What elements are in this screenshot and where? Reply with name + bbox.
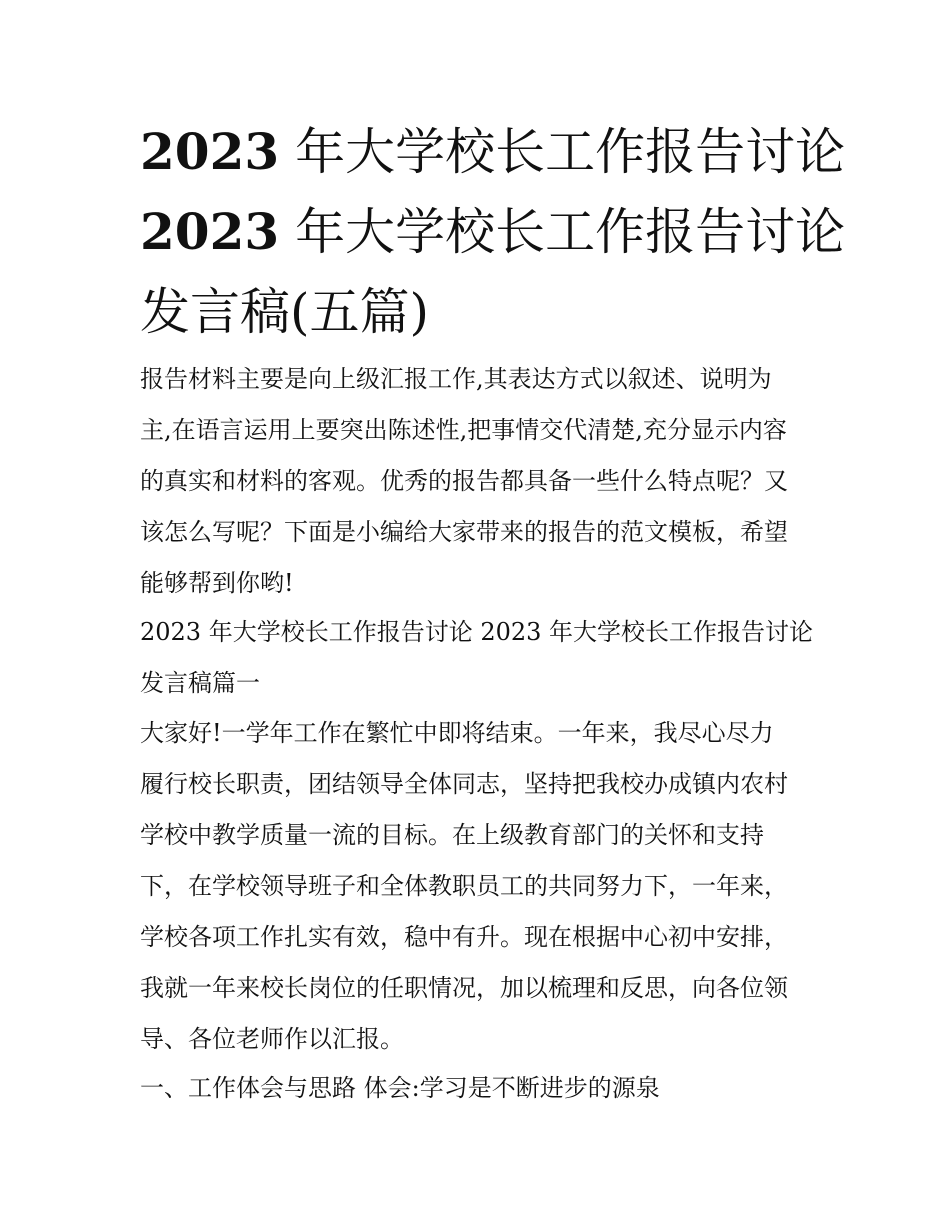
section-heading-line: 发言稿篇一 [140, 669, 260, 697]
title-year-1: 2023 [140, 122, 280, 181]
title-text-2: 年大学校长工作报告讨论 [295, 203, 846, 261]
greeting-line: 导、各位老师作以汇报。 [140, 1025, 404, 1053]
title-text-1: 年大学校长工作报告讨论 [295, 123, 846, 181]
greeting-line: 我就一年来校长岗位的任职情况，加以梳理和反思，向各位领 [140, 974, 788, 1002]
intro-line: 报告材料主要是向上级汇报工作,其表达方式以叙述、说明为 [140, 365, 772, 393]
subsection-heading-line: 一、工作体会与思路 体会:学习是不断进步的源泉 [140, 1074, 660, 1102]
intro-line: 主,在语言运用上要突出陈述性,把事情交代清楚,充分显示内容 [140, 416, 787, 444]
title-line-1 [140, 112, 846, 192]
title-line-3: 发言稿(五篇) [140, 283, 430, 341]
greeting-line: 学校中教学质量一流的目标。在上级教育部门的关怀和支持 [140, 821, 764, 849]
intro-line: 能够帮到你哟! [140, 569, 294, 597]
title-year-2: 2023 [140, 202, 280, 261]
section-heading-line: 2023 年大学校长工作报告讨论 2023 年大学校长工作报告讨论 [140, 618, 814, 646]
greeting-line: 履行校长职责，团结领导全体同志，坚持把我校办成镇内农村 [140, 770, 788, 798]
greeting-line: 大家好!一学年工作在繁忙中即将结束。一年来，我尽心尽力 [140, 719, 774, 747]
intro-line: 的真实和材料的客观。优秀的报告都具备一些什么特点呢？又 [140, 467, 788, 495]
title-line-2 [140, 192, 846, 272]
greeting-line: 学校各项工作扎实有效，稳中有升。现在根据中心初中安排， [140, 923, 788, 951]
intro-paragraph [140, 354, 820, 609]
section-heading [140, 607, 820, 709]
document-page [140, 0, 846, 1229]
document-title [140, 112, 846, 352]
greeting-line: 下，在学校领导班子和全体教职员工的共同努力下，一年来， [140, 872, 788, 900]
intro-line: 该怎么写呢？下面是小编给大家带来的报告的范文模板，希望 [140, 518, 788, 546]
subsection-heading [140, 1063, 820, 1114]
greeting-paragraph [140, 708, 820, 1065]
